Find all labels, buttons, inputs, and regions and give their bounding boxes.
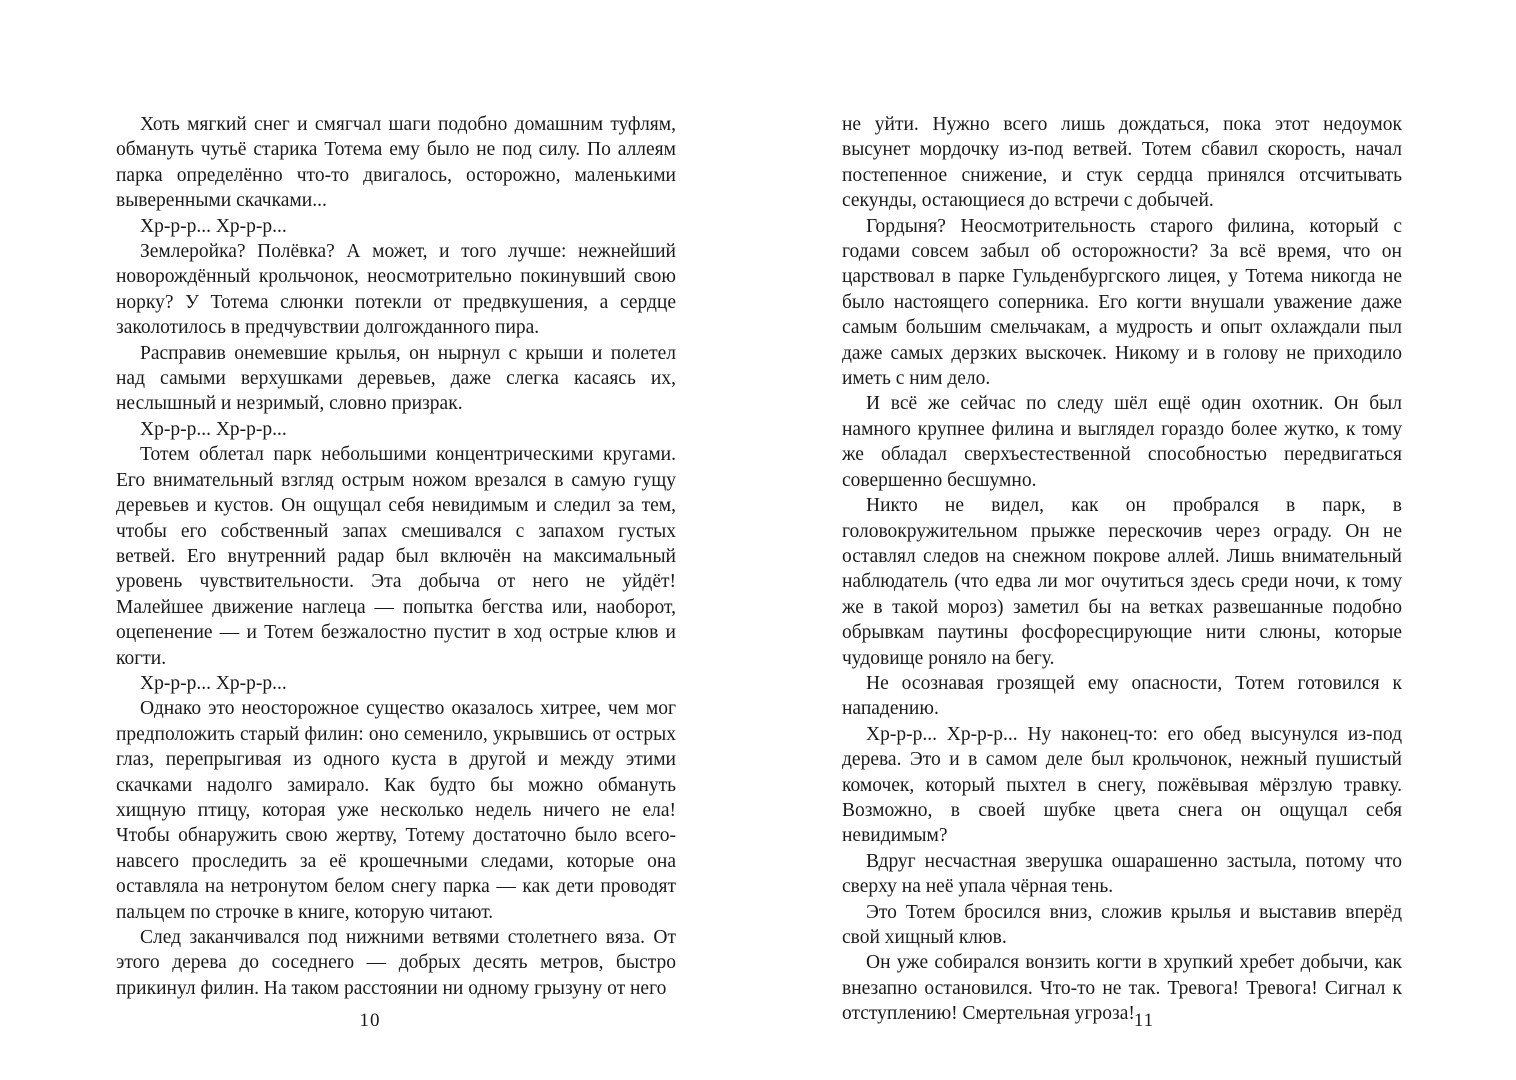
paragraph: Расправив онемевшие крылья, он нырнул с крыши и полетел над самыми верхушками деревьев, даже слегка касаясь их, неслышный и незримый, словно призрак. bbox=[116, 342, 676, 415]
paragraph: След заканчивался под нижними ветвями столетнего вяза. От этого дерева до соседнего — добрых десять метров, быстро прикинул филин. На таком расстоянии ни одному грызуну от него bbox=[116, 927, 676, 999]
paragraph: Тотем облетал парк небольшими концентрическими кругами. Его внимательный взгляд острым ножом врезался в самую гущу деревьев и кустов. Он ощущал себя невидимым и следил за тем, чтобы его собственный запах смешивался с запахом густых ветвей. Его внутренний радар был включён на максимальный уровень чувствительности. Эта добыча от него не уйдёт! Малейшее движение наглеца — попытка бегства или, наоборот, оцепенение — и Тотем безжалостно пустит в ход острые клюв и когти. bbox=[116, 444, 676, 669]
paragraph: Землеройка? Полёвка? А может, и того лучше: нежнейший новорождённый крольчонок, неосмотрительно покинувший свою норку? У Тотема слюнки потекли от предвкушения, а сердце заколотилось в предчувствии долгожданного пира. bbox=[116, 241, 676, 339]
paragraph: И всё же сейчас по следу шёл ещё один охотник. Он был намного крупнее филина и выглядел гораздо более жутко, к тому же обладал сверхъестественной способностью передвигаться совершенно бесшумно. bbox=[842, 393, 1402, 491]
right-page bbox=[758, 0, 1516, 1080]
page-number: 11 bbox=[1133, 1010, 1155, 1031]
paragraph: Вдруг несчастная зверушка ошарашенно застыла, потому что сверху на неё упала чёрная тень. bbox=[842, 850, 1402, 898]
page-number: 10 bbox=[359, 1010, 381, 1031]
paragraph: Однако это неосторожное существо оказалось хитрее, чем мог предположить старый филин: оно семенило, укрывшись от острых глаз, перепрыгивая из одного куста в другой и между этими скачками надолго замирало. Как будто бы можно обмануть хищную птицу, которая уже несколько недель ничего не ела! Чтобы обнаружить свою жертву, Тотему достаточно было всего-навсего проследить за её крошечными следами, которые она оставляла на нетронутом белом снегу парка — как дети проводят пальцем по строчке в книге, которую читают. bbox=[116, 698, 676, 923]
paragraph: Хр-р-р... Хр-р-р... Ну наконец-то: его обед высунулся из-под дерева. Это и в самом деле был крольчонок, нежный пушистый комочек, который пыхтел в снегу, пожёвывая мёрзлую травку. Возможно, в своей шубке цвета снега он ощущал себя невидимым? bbox=[842, 723, 1402, 847]
left-page-text bbox=[116, 112, 676, 1001]
paragraph: Не осознавая грозящей ему опасности, Тотем готовился к нападению. bbox=[842, 672, 1402, 720]
paragraph: Хр-р-р... Хр-р-р... bbox=[140, 672, 287, 694]
paragraph: Хр-р-р... Хр-р-р... bbox=[140, 418, 287, 440]
paragraph: Гордыня? Неосмотрительность старого филина, который с годами совсем забыл об осторожности? За всё время, что он царствовал в парке Гульденбургского лицея, у Тотема никогда не было настоящего соперника. Его когти внушали уважение даже самым большим смельчакам, а мудрость и опыт охлаждали пыл даже самых дерзких выскочек. Никому и в голову не приходило иметь с ним дело. bbox=[842, 215, 1402, 390]
paragraph: Он уже собирался вонзить когти в хрупкий хребет добычи, как внезапно остановился. Что-то не так. Тревога! Тревога! Сигнал к отступлению! Смертельная угроза! bbox=[842, 952, 1402, 1025]
paragraph: Никто не видел, как он пробрался в парк, в головокружительном прыжке перескочив через ограду. Он не оставлял следов на снежном покрове аллей. Лишь внимательный наблюдатель (что едва ли мог очутиться здесь среди ночи, к тому же в такой мороз) заметил бы на ветках развешанные подобно обрывкам паутины фосфоресцирующие нити слюны, которые чудовище роняло на бегу. bbox=[842, 495, 1402, 669]
paragraph: Хоть мягкий снег и смягчал шаги подобно домашним туфлям, обмануть чутьё старика Тотема ему было не под силу. По аллеям парка определённо что-то двигалось, осторожно, маленькими выверенными скачками... bbox=[116, 114, 676, 212]
paragraph-continuation: не уйти. Нужно всего лишь дождаться, пока этот недоумок высунет мордочку из-под ветвей. Тотем сбавил скорость, начал постепенное снижение, и стук сердца принялся отсчитывать секунды, остающиеся до встречи с добычей. bbox=[842, 114, 1402, 212]
right-page-text bbox=[842, 112, 1402, 1027]
paragraph: Хр-р-р... Хр-р-р... bbox=[140, 215, 287, 237]
paragraph: Это Тотем бросился вниз, сложив крылья и выставив вперёд свой хищный клюв. bbox=[842, 901, 1402, 948]
